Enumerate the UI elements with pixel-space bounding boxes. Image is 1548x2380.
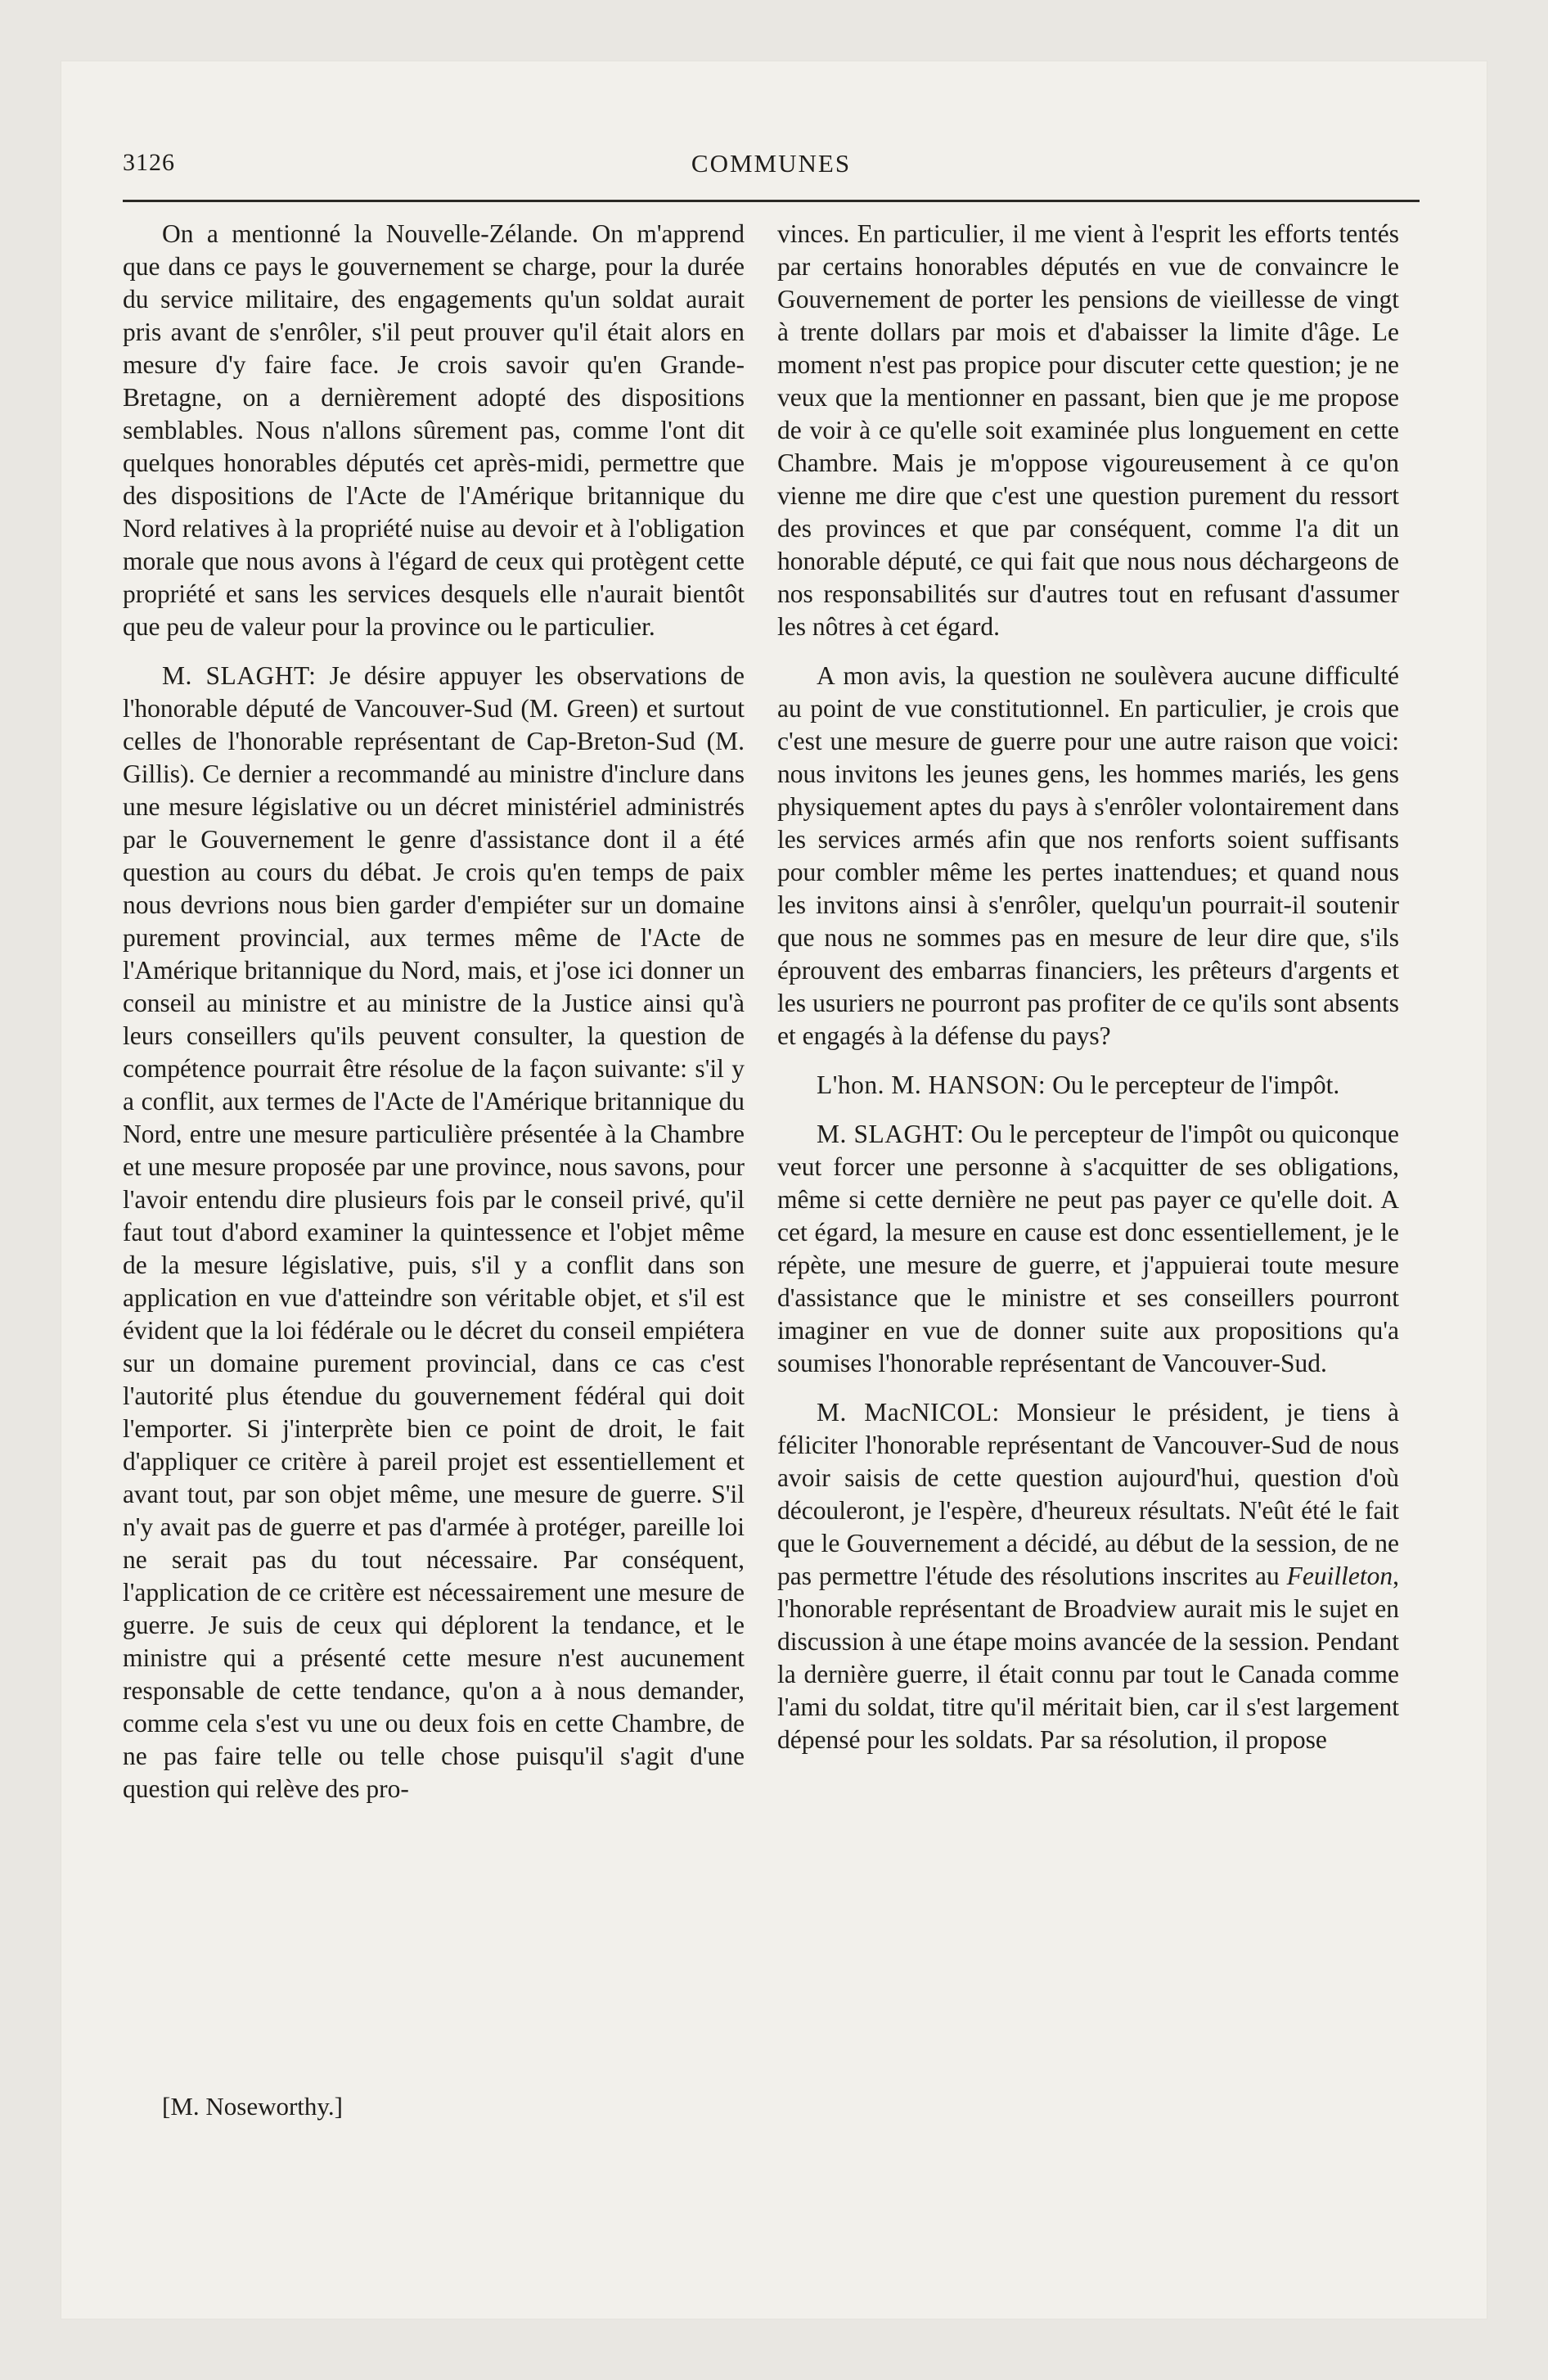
paragraph [123, 660, 745, 1805]
paragraph-text: vinces. En particulier, il me vient à l'esprit les efforts tentés par certains honorables députés en vue de convaincre le Gouvernement de porter les pensions de vieillesse de vingt à trente dollars par mois et d'abaisser la limite d'âge. Le moment n'est pas propice pour discuter cette question; je ne veux que la mentionner en passant, bien que je me propose de voir à ce qu'elle soit examinée plus longuement en cette Chambre. Mais je m'oppose vigoureusement à ce qu'on vienne me dire que c'est une question purement du ressort des provinces et que par conséquent, comme l'a dit un honorable député, ce qui fait que nous nous déchargeons de nos responsabilités sur d'autres tout en refusant d'assumer les nôtres à cet égard. [777, 219, 1399, 641]
right-column [777, 218, 1399, 1773]
left-column [123, 218, 745, 1822]
paragraph [777, 660, 1399, 1053]
paragraph [777, 1069, 1399, 1102]
speaker-name: M. SLAGHT: [817, 1120, 965, 1148]
paragraph [123, 218, 745, 643]
speaker-name: L'hon. M. HANSON: [817, 1071, 1046, 1099]
paragraph [777, 1118, 1399, 1380]
paragraph [777, 218, 1399, 643]
paragraph [777, 1396, 1399, 1756]
paragraph-text: A mon avis, la question ne soulèvera aucune difficulté au point de vue constitutionnel. En particulier, je crois que c'est une mesure de guerre pour une autre raison que voici: nous invitons les jeunes gens, les hommes mariés, les gens physiquement aptes du pays à s'enrôler volontairement dans les services armés afin que nos renforts soient suffisants pour combler même les pertes inattendues; et quand nous les invitons ainsi à s'enrôler, quelqu'un pourrait-il soutenir que nous ne sommes pas en mesure de leur dire que, s'ils éprouvent des embarras financiers, les prêteurs d'argents et les usuriers ne pourront pas profiter de ce qu'ils sont absents et engagés à la défense du pays? [777, 661, 1399, 1050]
running-head: COMMUNES [691, 149, 852, 178]
header-rule [123, 200, 1420, 202]
page-number: 3126 [123, 149, 175, 176]
paragraph-text: , l'honorable représentant de Broadview aurait mis le sujet en discussion à une étape moins avancée de la session. Pendant la dernière guerre, il était connu par tout le Canada comme l'ami du soldat, titre qu'il méritait bien, car il s'est largement dépensé pour les soldats. Par sa résolution, il propose [777, 1562, 1400, 1754]
page-header [123, 90, 1420, 178]
paragraph-text: Ou le percepteur de l'impôt. [1052, 1071, 1340, 1099]
italic-title: Feuilleton [1286, 1562, 1393, 1590]
paragraph-text: Ou le percepteur de l'impôt ou quiconque veut forcer une personne à s'acquitter de ses obligations, même si cette dernière ne peut pas payer ce qu'elle doit. A cet égard, la mesure en cause est donc essentiellement, je le répète, une mesure de guerre, et j'appuierai toute mesure d'assistance que le ministre et ses conseillers pourront imaginer en vue de donner suite aux propositions qu'a soumises l'honorable représentant de Vancouver-Sud. [777, 1120, 1400, 1377]
paragraph-text: Monsieur le président, je tiens à féliciter l'honorable représentant de Vancouver-Sud de nous avoir saisis de cette question aujourd'hui, question d'où découleront, je l'espère, d'heureux résultats. N'eût été le fait que le Gouvernement a décidé, au début de la session, de ne pas permettre l'étude des résolutions inscrites au [777, 1398, 1399, 1590]
speaker-name: M. SLAGHT: [162, 661, 317, 690]
attribution: [M. Noseworthy.] [162, 2092, 343, 2121]
paragraph-text: Je désire appuyer les observations de l'honorable député de Vancouver-Sud (M. Green) et surtout celles de l'honorable représentant de Cap-Breton-Sud (M. Gillis). Ce dernier a recommandé au ministre d'inclure dans une mesure législative ou un décret ministériel administrés par le Gouvernement le genre d'assistance dont il a été question au cours du débat. Je crois qu'en temps de paix nous devrions nous bien garder d'empiéter sur un domaine purement provincial, aux termes même de l'Acte de l'Amérique britannique du Nord, mais, et j'ose ici donner un conseil au ministre et au ministre de la Justice ainsi qu'à leurs conseillers qu'ils peuvent consulter, la question de compétence pourrait être résolue de la façon suivante: s'il y a conflit, aux termes de l'Acte de l'Amérique britannique du Nord, entre une mesure particulière présentée à la Chambre et une mesure proposée par une province, nous savons, pour l'avoir entendu dire plusieurs fois par le conseil privé, qu'il faut tout d'abord examiner la quintessence et l'objet même de la mesure législative, puis, s'il y a conflit dans son application en vue d'atteindre son véritable objet, et s'il est évident que la loi fédérale ou le décret du conseil empiétera sur un domaine purement provincial, dans ce cas c'est l'autorité plus étendue du gouvernement fédéral qui doit l'emporter. Si j'interprète bien ce point de droit, le fait d'appliquer ce critère à pareil projet est essentiellement et avant tout, par son objet même, une mesure de guerre. S'il n'y avait pas de guerre et pas d'armée à protéger, pareille loi ne serait pas du tout nécessaire. Par conséquent, l'application de ce critère est nécessairement une mesure de guerre. Je suis de ceux qui déplorent la tendance, et le ministre qui a présenté cette mesure n'est aucunement responsable de cette tendance, qu'on a à nous demander, comme cela s'est vu une ou deux fois en cette Chambre, de ne pas faire telle ou telle chose puisqu'il s'agit d'une question qui relève des pro- [123, 661, 745, 1803]
speaker-name: M. MacNICOL: [817, 1398, 1000, 1427]
paragraph-text: On a mentionné la Nouvelle-Zélande. On m'apprend que dans ce pays le gouvernement se charge, pour la durée du service militaire, des engagements qu'un soldat aurait pris avant de s'enrôler, s'il peut prouver qu'il était alors en mesure d'y faire face. Je crois savoir qu'en Grande-Bretagne, on a dernièrement adopté des dispositions semblables. Nous n'allons sûrement pas, comme l'ont dit quelques honorables députés cet après-midi, permettre que des dispositions de l'Acte de l'Amérique britannique du Nord relatives à la propriété nuise au devoir et à l'obligation morale que nous avons à l'égard de ceux qui protègent cette propriété et sans les services desquels elle n'aurait bientôt que peu de valeur pour la province ou le particulier. [123, 219, 745, 641]
